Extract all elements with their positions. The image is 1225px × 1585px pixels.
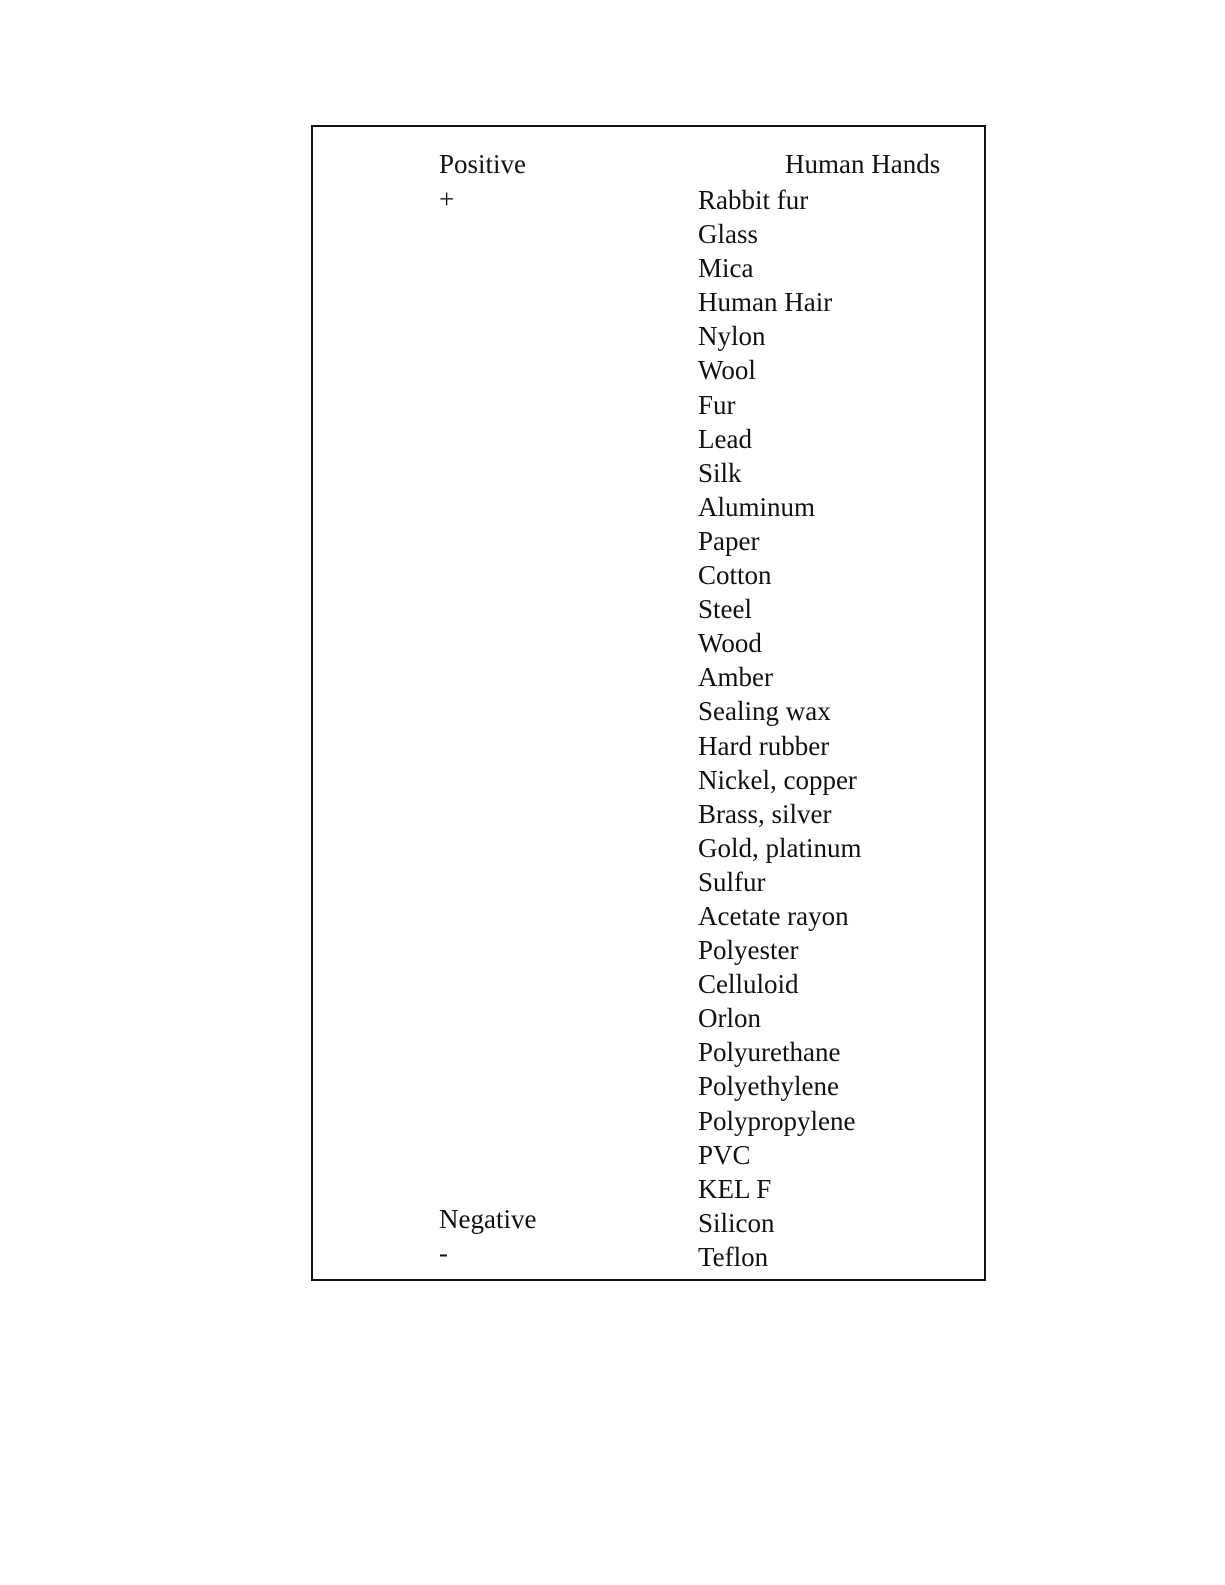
list-item: PVC [698, 1139, 751, 1170]
list-item: Silicon [698, 1207, 775, 1238]
positive-label: Positive [439, 149, 527, 179]
list-item: Polyester [698, 935, 799, 966]
list-item: Amber [698, 662, 773, 693]
list-item: Polypropylene [698, 1105, 856, 1136]
list-item: Teflon [698, 1241, 769, 1272]
list-item: Human Hair [698, 287, 833, 318]
list-item: Sulfur [698, 866, 766, 897]
list-item: Celluloid [698, 969, 799, 1000]
list-item: Nickel, copper [698, 764, 857, 795]
list-item: Orlon [698, 1003, 761, 1034]
list-item: Gold, platinum [698, 832, 862, 863]
plus-sign: + [439, 184, 455, 214]
list-item: Lead [698, 423, 752, 454]
list-item: Polyurethane [698, 1037, 841, 1068]
list-item: Wood [698, 628, 762, 659]
negative-label: Negative [439, 1204, 537, 1234]
list-item: Paper [698, 525, 760, 556]
list-item: Aluminum [698, 491, 816, 522]
list-item: Hard rubber [698, 730, 830, 761]
list-item: Wool [698, 355, 756, 386]
list-item: Nylon [698, 321, 766, 352]
list-item: Sealing wax [698, 696, 831, 727]
list-item: Glass [698, 219, 758, 250]
list-item: Polyethylene [698, 1071, 839, 1102]
minus-sign: - [439, 1238, 448, 1268]
list-item: Rabbit fur [698, 185, 809, 215]
materials-list [698, 185, 862, 1276]
list-item: Fur [698, 389, 736, 420]
list-item: Acetate rayon [698, 900, 849, 931]
list-item: Brass, silver [698, 798, 832, 829]
list-item: Steel [698, 594, 752, 625]
list-item: KEL F [698, 1173, 772, 1204]
triboelectric-series-box [311, 125, 986, 1281]
list-item: Mica [698, 253, 754, 284]
list-item: Cotton [698, 560, 772, 591]
human-hands-heading: Human Hands [785, 149, 941, 179]
list-item: Silk [698, 457, 742, 488]
